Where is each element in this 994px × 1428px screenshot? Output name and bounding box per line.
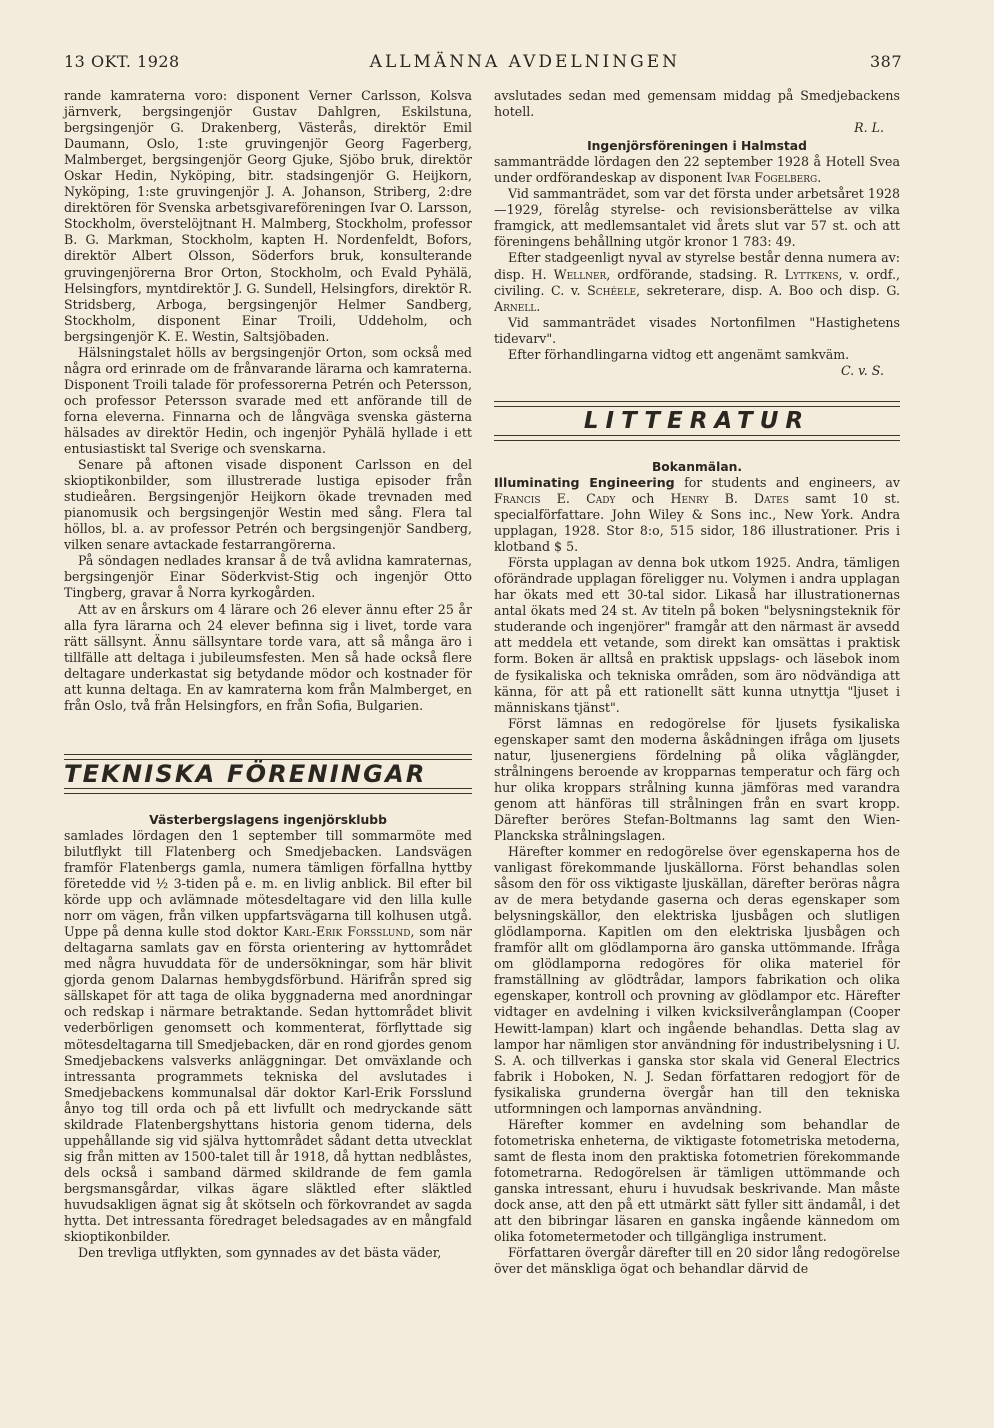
paragraph: rande kamraterna voro: disponent Verner Carlsson, Kolsva järnverk, bergsingenjör Gustav Dahlgren, Eskilstuna, bergsingenjör G. Drakenberg, Västerås, direktör Emil Daumann, Oslo, 1:ste gruvingenjör Georg Fagerberg, Malmberget, bergsingenjör Georg Gjuke, Sjöbo bruk, direktör Oskar Hedin, Nyköping, bitr. stadsingenjör G. Heijkorn, Nyköping, 1:ste gruvingenjör J. A. Johanson, Striberg, 2:dre direktören för Svenska arbetsgivareföreningen Ivar O. Larsson, Stockholm, överstelöjtnant H. Malmberg, Stockholm, professor B. G. Markman, Stockholm, kapten H. Nordenfeldt, Bofors, direktör Albert Olsson, Söderfors bruk, konsulterande gruvingenjörerna Bror Orton, Stockholm, och Evald Pyhälä, Helsingfors, myntdirektör J. G. Sundell, Helsingfors, direktör R. Stridsberg, Arboga, bergsingenjör Helmer Sandberg, Stockholm, disponent Einar Troili, Uddeholm, och bergsingenjör K. E. Westin, Saltsjöbaden.	[64, 88, 472, 344]
person-name: Arnell	[494, 298, 537, 314]
paragraph: Först lämnas en redogörelse för ljusets fysikaliska egenskaper samt den moderna åskådningen ifråga om ljusets natur, ljusenergiens fördelning på olika våglängder, strålningens beroende av kropparnas temperatur och färg och hur olika kroppars strålning kunna jämföras med varandra genom att hänföras till strålningen från en svart kropp. Därefter beröres Stefan-Boltmanns lag samt den Wien-Planckska strålningslagen.	[494, 715, 900, 843]
book-title: Illuminating Engineering	[494, 474, 675, 490]
person-name: Schéele	[587, 282, 637, 298]
header-page-number: 387	[869, 52, 902, 71]
running-head	[64, 52, 902, 72]
person-name: Francis E. Cady	[494, 490, 616, 506]
paragraph: sammanträdde lördagen den 22 september 1928 å Hotell Svea under ordförandeskap av disponent Ivar Fogelberg.	[494, 154, 900, 186]
article-heading: Västerbergslagens ingenjörsklubb	[149, 812, 387, 827]
person-name: Wellner	[553, 266, 607, 282]
article-heading: Ingenjörsföreningen i Halmstad	[587, 139, 807, 154]
paragraph: På söndagen nedlades kransar å de två avlidna kamraternas, bergsingenjör Einar Söderkvist-Stig och ingenjör Otto Tingberg, gravar å Norra kyrkogården.	[64, 553, 472, 601]
text-run: Efter stadgeenligt nyval av styrelse består denna numera av: disp. H.	[494, 250, 900, 282]
section-tekniska-foreningar	[64, 754, 472, 794]
paragraph: Vid sammanträdet visades Nortonfilmen "Hastighetens tidevarv".	[494, 314, 900, 346]
text-run: , ordförande, stadsing. R.	[606, 266, 778, 282]
section-rule-bottom	[64, 788, 472, 794]
text-run: , som när deltagarna samlats gav en första orientering av hyttområdet med några huvuddata för de undersökningar, som här blivit gjorda genom Dalarnas hembygdsförbund. Härifrån spred sig sällskapet för att taga de olika byggnaderna med anordningar och redskap i närmare betraktande. Sedan hyttområdet blivit vederbörligen genomsett och kommenterat, förflyttade sig mötesdeltagarna till Smedjebacken, där en rond gjordes genom Smedjebackens valsverks anläggningar. Det omväxlande och intressanta programmets tekniska del avslutades i Smedjebackens kommunalsal där doktor Karl-Erik Forsslund ånyo tog till orda och på ett livfullt och medryckande sätt skildrade Flatenbergshyttans historia genom tiderna, dels uppehållande sig vid själva hyttområdet sådant detta utvecklat sig från mitten av 1500-talet till år 1918, då hyttan nedblåstes, dels också i samband därmed skildrande de fem gamla bergsmansgårdar, vilkas ägare släktled efter släktled huvudsakligen ägnat sig åt skötseln och förkovrandet av sagda hytta. Det intressanta föredraget beledsagades av en mångfald skioptikonbilder.	[64, 924, 472, 1245]
text-run: , v. ordf., civiling. C. v.	[494, 266, 900, 298]
left-column	[64, 88, 472, 1261]
header-date: 13 OKT. 1928	[64, 52, 180, 71]
section-title: LITTERATUR	[583, 407, 811, 434]
paragraph: Den trevliga utflykten, som gynnades av det bästa väder,	[78, 1245, 442, 1261]
person-name: Henry B. Dates	[670, 490, 789, 506]
paragraph: Hälsningstalet hölls av bergsingenjör Orton, som också med några ord erinrade om de frånvarande lärarna och kamraterna. Disponent Troili talade för professorerna Petrén och Petersson, och professor Petersson svarade med ett anförande till de forna eleverna. Finnarna och de långväga svenska gästerna hälsades av direktör Hedin, och ingenjör Pyhälä hyllade i ett entusiastiskt tal Sverige och svenskarna.	[64, 344, 472, 457]
paragraph: Härefter kommer en avdelning som behandlar de fotometriska enheterna, de viktigaste fotometriska metoderna, samt de flesta inom den praktiska fotometrien förekommande fotometrarna. Redogörelsen är tämligen uttömmande och ganska intressant, ehuru i huvudsak beskrivande. Man måste dock anse, att den på ett utmärkt sätt fyller sitt ändamål, i det att den bibringar läsaren en ganska ingående kännedom om olika fotometermetoder och tillgängliga instrument.	[494, 1116, 900, 1245]
person-name: Karl-Erik Forsslund	[283, 924, 411, 940]
signature: R. L.	[854, 120, 884, 136]
paragraph: Första upplagan av denna bok utkom 1925. Andra, tämligen oförändrade upplagan föreligger nu. Volymen i andra upplagan har ökats med ett 30-tal sidor. Likaså har illustrationernas antal ökats med 24 st. Av titeln på boken "belysningsteknik för studerande och ingenjörer" framgår att den närmast är avsedd att meddela ett vetande, som direkt kan omsättas i praktisk form. Boken är alltså en praktisk uppslags- och läsebok inom de fysikaliska och tekniska områden, som äro nödvändiga att känna, för att på ett rationellt sätt kunna utnyttja "ljuset i människans tjänst".	[494, 555, 900, 715]
text-run: , sekreterare, disp. A. Boo och disp. G.	[636, 282, 900, 298]
text-run: och	[631, 490, 655, 506]
section-rule-bottom	[494, 435, 900, 441]
text-run: samlades lördagen den 1 september till sommarmöte med bilutflykt till Flatenberg och Smedjebacken. Landsvägen framför Flatenbergs gamla, numera tämligen förfallna hyttby företedde vid ½ 3-tiden på e. m. en livlig anblick. Bil efter bil körde upp och avlämnade mötesdeltagare vid den lilla kulle norr om vägen, från vilken uppfartsvägarna till kolhusen utgå. Uppe på denna kulle stod doktor	[64, 827, 472, 940]
article-heading: Bokanmälan.	[651, 459, 743, 474]
paragraph: Senare på aftonen visade disponent Carlsson en del skioptikonbilder, som illustrerade lustiga episoder från studieåren. Bergsingenjör Heijkorn ökade trevnaden med pianomusik och bergsingenjör Westin med sång. Flera tal höllos, bl. a. av professor Petrén och bergsingenjör Sandberg, vilken senare avtackade festarrangörerna.	[64, 457, 472, 553]
paragraph: Att av en årskurs om 4 lärare och 26 elever ännu efter 25 år alla fyra lärarna och 24 elever befinna sig i livet, torde vara rätt sällsynt. Ännu sällsyntare torde vara, att så många äro i tillfälle att deltaga i jubileumsfesten. Men så hade också flere deltagare underkastat sig betydande mödor och kostnader för att kunna deltaga. En av kamraterna kom från Malmberget, en från Oslo, två från Helsingfors, en från Sofia, Bulgarien.	[64, 601, 472, 713]
signature: C. v. S.	[840, 362, 884, 378]
paragraph	[494, 475, 900, 555]
section-title: TEKNISKA FÖRENINGAR	[64, 759, 427, 788]
paragraph: Efter förhandlingarna vidtog ett angenämt samkväm.	[508, 346, 850, 362]
paragraph: Vid sammanträdet, som var det första under arbetsåret 1928—1929, förelåg styrelse- och revisionsberättelse av vilka framgick, att medlemsantalet vid årets slut var 57 st. och att föreningens behållning utgör kronor 1 783: 49.	[494, 186, 900, 250]
paragraph: Författaren övergår därefter till en 20 sidor lång redogörelse över det mänskliga ögat och behandlar därvid de	[494, 1245, 900, 1277]
text-run: for students and engineers, av	[684, 474, 900, 490]
header-section-title: ALLMÄNNA AVDELNINGEN	[369, 52, 681, 72]
paragraph: Härefter kommer en redogörelse över egenskaperna hos de vanligast förekommande ljuskällorna. Först behandlas solen såsom den för oss viktigaste ljuskällan, därefter beröras några av de mera betydande gaserna och deras egenskaper som belysningskällor, den elektriska ljusbågen och slutligen glödlamporna. Kapitlen om den elektriska ljusbågen och framför allt om glödlamporna äro ganska uttömmande. Ifråga om glödlamporna redogöres för olika materiel för framställning av glödtrådar, lampors fabrikation och olika egenskaper, kontroll och provning av glödlampor etc. Härefter vidtager en avdelning i vilken kvicksilverånglampan (Cooper Hewitt-lampan) klart och ingående behandlas. Detta slag av lampor har nämligen stor användning för industribelysning i U. S. A. och tillverkas i ganska stor skala vid General Electrics fabrik i Hoboken, N. J. Sedan författaren redogjort för de fysikaliska grunderna övergår han till den tekniska utformningen och lampornas användning.	[494, 844, 900, 1116]
text-run: sammanträdde lördagen den 22 september 1928 å Hotell Svea under ordförandeskap av disponent	[494, 154, 900, 186]
paragraph: avslutades sedan med gemensam middag på Smedjebackens hotell.	[494, 88, 900, 120]
right-column	[494, 88, 900, 1277]
text-run: samt 10 st. specialförfattare. John Wiley & Sons inc., New York. Andra upplagan, 1928. Stor 8:o, 515 sidor, 186 illustrationer. Pris i klotband $ 5.	[494, 490, 900, 555]
person-name: Ivar Fogelberg	[726, 170, 818, 186]
section-litteratur	[494, 401, 900, 441]
paragraph: Efter stadgeenligt nyval av styrelse består denna numera av: disp. H. Wellner, ordförande, stadsing. R. Lyttkens, v. ordf., civiling. C. v. Schéele, sekreterare, disp. A. Boo och disp. G. Arnell.	[494, 250, 900, 314]
person-name: Lyttkens	[784, 266, 839, 282]
paragraph	[64, 828, 472, 1245]
